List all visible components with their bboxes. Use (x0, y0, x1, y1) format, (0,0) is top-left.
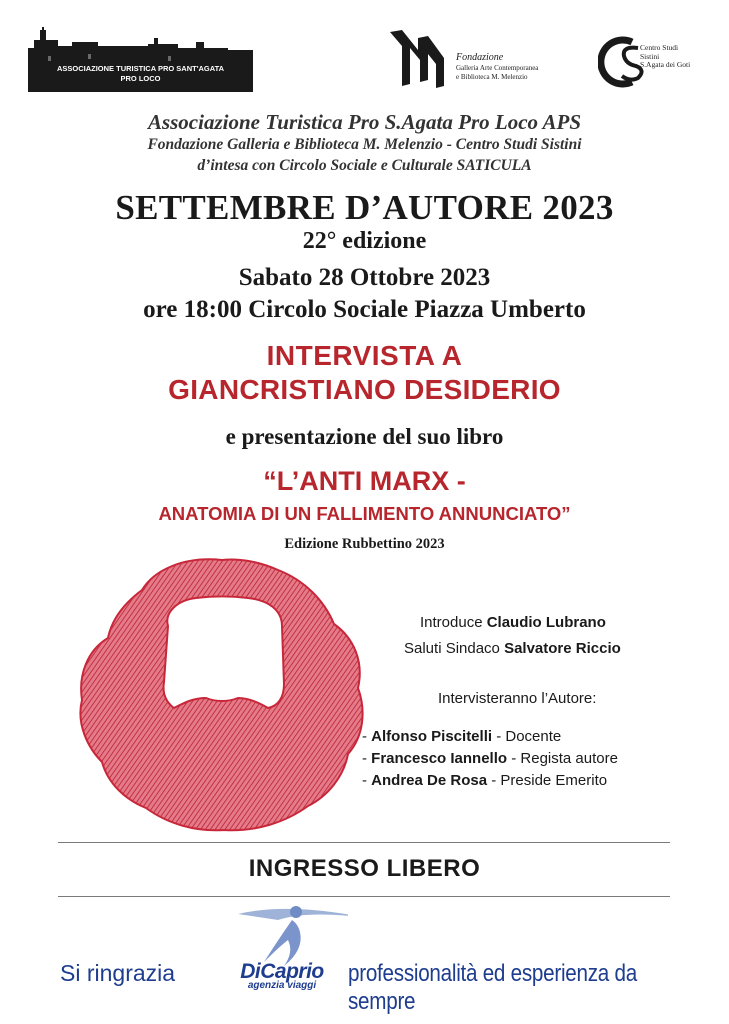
publisher-line: Edizione Rubbettino 2023 (284, 536, 445, 552)
introducer (420, 614, 606, 631)
interviewer-name: Andrea De Rosa (371, 772, 488, 789)
introducer-name: Claudio Lubrano (486, 614, 606, 631)
introduce-label: Introduce (420, 614, 483, 631)
divider (58, 842, 670, 843)
sponsor-slogan: professionalità ed esperienza da sempre (348, 960, 637, 1015)
interviewer-role: Docente (505, 728, 562, 745)
organizer-line: Associazione Turistica Pro S.Agata Pro Loco APS (147, 110, 582, 134)
interviewer-name: Alfonso Piscitelli (371, 728, 493, 745)
presentation-line: e presentazione del suo libro (225, 424, 504, 449)
css-logo-line1: Centro Studi (640, 43, 679, 52)
book-title: “L’ANTI MARX - (263, 466, 466, 496)
interviewer-role: Preside Emerito (500, 772, 608, 789)
proloco-logo-line1: ASSOCIAZIONE TURISTICA PRO SANT'AGATA (56, 64, 225, 73)
interviewers-heading: Intervisteranno l’Autore: (438, 690, 597, 707)
book-subtitle: ANATOMIA DI UN FALLIMENTO ANNUNCIATO” (158, 503, 571, 524)
divider (58, 896, 670, 897)
interviewer-role: Regista autore (520, 750, 618, 767)
interview-heading: INTERVISTA A (266, 340, 463, 371)
partners-line: Fondazione Galleria e Biblioteca M. Melenzio - Centro Studi Sistini (147, 136, 582, 153)
proloco-logo-line2: PRO LOCO (120, 74, 161, 83)
sponsor-logo (218, 900, 348, 996)
mayor-name: Salvatore Riccio (504, 640, 621, 657)
marx-beard-illustration (72, 552, 372, 834)
fondazione-logo (388, 28, 568, 92)
sponsor-tagline: agenzia viaggi (247, 980, 317, 991)
agreement-line: d’intesa con Circolo Sociale e Culturale SATICULA (197, 157, 532, 174)
event-title: SETTEMBRE D’AUTORE 2023 (115, 188, 614, 227)
fondazione-line2: e Biblioteca M. Melenzio (456, 73, 528, 81)
event-time-place: ore 18:00 Circolo Sociale Piazza Umberto (143, 296, 586, 323)
interviewer-item: - Francesco Iannello - Regista autore (362, 750, 618, 767)
interviewer-name: Francesco Iannello (371, 750, 508, 767)
interviewer-item: - Andrea De Rosa - Preside Emerito (362, 772, 608, 789)
fondazione-title: Fondazione (456, 52, 504, 63)
greetings-label: Saluti Sindaco (404, 640, 500, 657)
thanks-text: Si ringrazia (60, 960, 176, 986)
fondazione-m-logo-icon (388, 28, 452, 92)
free-entry-notice: INGRESSO LIBERO (248, 855, 481, 882)
centro-studi-logo (598, 32, 708, 92)
event-date: Sabato 28 Ottobre 2023 (238, 264, 491, 291)
greetings (404, 640, 621, 657)
interviewer-item: - Alfonso Piscitelli - Docente (362, 728, 562, 745)
proloco-logo (28, 26, 253, 92)
css-logo-line2: Sistini (640, 51, 660, 61)
sponsor-name: DiCaprio (240, 960, 324, 983)
author-name: GIANCRISTIANO DESIDERIO (168, 374, 561, 405)
event-edition: 22° edizione (302, 228, 427, 254)
fondazione-line1: Galleria Arte Contemporanea (456, 64, 539, 72)
css-logo-line3: S.Agata dei Goti (640, 60, 691, 69)
